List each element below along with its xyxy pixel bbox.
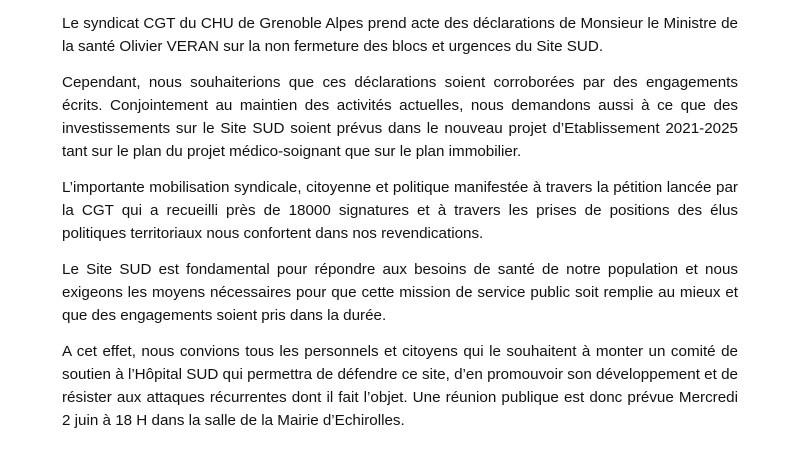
paragraph-site-sud: Le Site SUD est fondamental pour répondre aux besoins de santé de notre population et nous exigeons les moyens nécessaires pour que cette mission de service public soit remplie au mieux et que des engagements soient pris dans la durée. <box>62 261 738 324</box>
paragraph-commitments: Cependant, nous souhaiterions que ces déclarations soient corroborées par des engagements écrits. Conjointement au maintien des activités actuelles, nous demandons aussi à ce que des investissements sur le Site SUD soient prévus dans le nouveau projet d’Etablissement 2021-2025 tant sur le plan du projet médico-soignant que sur le plan immobilier. <box>62 74 738 160</box>
document-body <box>62 12 738 432</box>
paragraph-mobilisation: L’importante mobilisation syndicale, citoyenne et politique manifestée à travers la pétition lancée par la CGT qui a recueilli près de 18000 signatures et à travers les prises de positions des élus politiques territoriaux nous confortent dans nos revendications. <box>62 179 738 242</box>
paragraph-public-meeting: A cet effet, nous convions tous les personnels et citoyens qui le souhaitent à monter un comité de soutien à l’Hôpital SUD qui permettra de défendre ce site, d’en promouvoir son développement et de résister aux attaques récurrentes dont il fait l’objet. Une réunion publique est donc prévue Mercredi 2 juin à 18 H dans la salle de la Mairie d’Echirolles. <box>62 343 738 429</box>
paragraph-intro: Le syndicat CGT du CHU de Grenoble Alpes prend acte des déclarations de Monsieur le Ministre de la santé Olivier VERAN sur la non fermeture des blocs et urgences du Site SUD. <box>62 15 738 55</box>
